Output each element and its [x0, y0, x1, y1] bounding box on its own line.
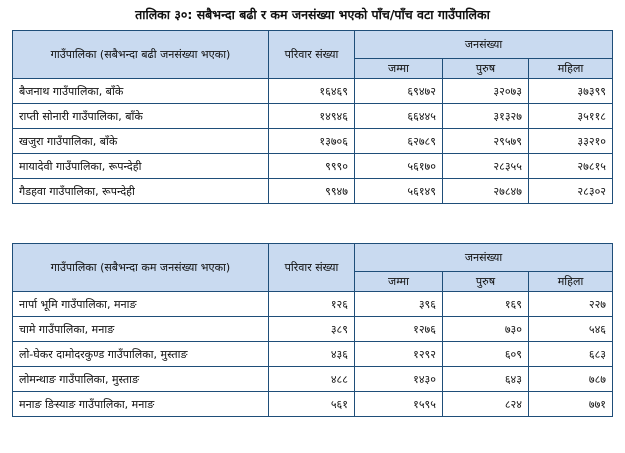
cell-households: १४९४६: [269, 104, 355, 129]
cell-total: ६२७८९: [355, 129, 443, 154]
header-households: परिवार संख्या: [269, 31, 355, 79]
cell-households: १३७०६: [269, 129, 355, 154]
header-households: परिवार संख्या: [269, 244, 355, 292]
table-row: [13, 292, 613, 317]
cell-male: ७३०: [443, 317, 529, 342]
cell-municipality: मायादेवी गाउँपालिका, रूपन्देही: [13, 154, 269, 179]
table-row: [13, 342, 613, 367]
header-male: पुरुष: [443, 272, 529, 292]
cell-total: १२७६: [355, 317, 443, 342]
cell-female: २२७: [529, 292, 613, 317]
table-row: [13, 79, 613, 104]
header-female: महिला: [529, 272, 613, 292]
cell-male: ३२०७३: [443, 79, 529, 104]
cell-households: ४८८: [269, 367, 355, 392]
table-row: [13, 104, 613, 129]
cell-municipality: मनाङ ङिस्याङ गाउँपालिका, मनाङ: [13, 392, 269, 417]
header-population: जनसंख्या: [355, 244, 613, 272]
cell-municipality: बैजनाथ गाउँपालिका, बाँके: [13, 79, 269, 104]
cell-female: ५४६: [529, 317, 613, 342]
table-row: [13, 129, 613, 154]
cell-municipality: गैडहवा गाउँपालिका, रूपन्देही: [13, 179, 269, 204]
cell-female: ३७३९९: [529, 79, 613, 104]
cell-municipality: लो-घेकर दामोदरकुण्ड गाउँपालिका, मुस्ताङ: [13, 342, 269, 367]
cell-total: १५९५: [355, 392, 443, 417]
cell-municipality: खजुरा गाउँपालिका, बाँके: [13, 129, 269, 154]
cell-total: १४३०: [355, 367, 443, 392]
table-row: [13, 154, 613, 179]
table-row: [13, 317, 613, 342]
cell-households: १६४६९: [269, 79, 355, 104]
header-total: जम्मा: [355, 272, 443, 292]
cell-male: २७८४७: [443, 179, 529, 204]
cell-municipality: चामे गाउँपालिका, मनाङ: [13, 317, 269, 342]
cell-municipality: राप्ती सोनारी गाउँपालिका, बाँके: [13, 104, 269, 129]
header-female: महिला: [529, 59, 613, 79]
cell-households: ९९९०: [269, 154, 355, 179]
cell-female: ३५११८: [529, 104, 613, 129]
cell-male: ६४३: [443, 367, 529, 392]
cell-male: १६९: [443, 292, 529, 317]
table-row: [13, 392, 613, 417]
table-row: [13, 179, 613, 204]
cell-female: ७८७: [529, 367, 613, 392]
header-municipality: गाउँपालिका (सबैभन्दा बढी जनसंख्या भएका): [13, 31, 269, 79]
cell-municipality: नार्पा भूमि गाउँपालिका, मनाङ: [13, 292, 269, 317]
cell-households: ९९४७: [269, 179, 355, 204]
cell-households: ५६१: [269, 392, 355, 417]
cell-male: २८३५५: [443, 154, 529, 179]
cell-female: ६८३: [529, 342, 613, 367]
cell-households: ३८९: [269, 317, 355, 342]
cell-total: १२९२: [355, 342, 443, 367]
cell-total: ५६१४९: [355, 179, 443, 204]
header-total: जम्मा: [355, 59, 443, 79]
header-population: जनसंख्या: [355, 31, 613, 59]
cell-municipality: लोमन्थाङ गाउँपालिका, मुस्ताङ: [13, 367, 269, 392]
cell-male: ८२४: [443, 392, 529, 417]
most-populous-table: [12, 30, 613, 204]
table-row: [13, 367, 613, 392]
least-populous-table: [12, 243, 613, 417]
cell-total: ६९४७२: [355, 79, 443, 104]
cell-female: २८३०२: [529, 179, 613, 204]
cell-households: १२६: [269, 292, 355, 317]
cell-total: ५६१७०: [355, 154, 443, 179]
cell-total: ३९६: [355, 292, 443, 317]
cell-male: ३१३२७: [443, 104, 529, 129]
cell-female: ३३२१०: [529, 129, 613, 154]
cell-female: २७८१५: [529, 154, 613, 179]
cell-total: ६६४४५: [355, 104, 443, 129]
header-municipality: गाउँपालिका (सबैभन्दा कम जनसंख्या भएका): [13, 244, 269, 292]
cell-households: ४३६: [269, 342, 355, 367]
table-caption: तालिका ३०: सबैभन्दा बढी र कम जनसंख्या भएको पाँच/पाँच वटा गाउँपालिका: [135, 7, 490, 22]
cell-male: ६०९: [443, 342, 529, 367]
cell-male: २९५७९: [443, 129, 529, 154]
header-male: पुरुष: [443, 59, 529, 79]
cell-female: ७७१: [529, 392, 613, 417]
